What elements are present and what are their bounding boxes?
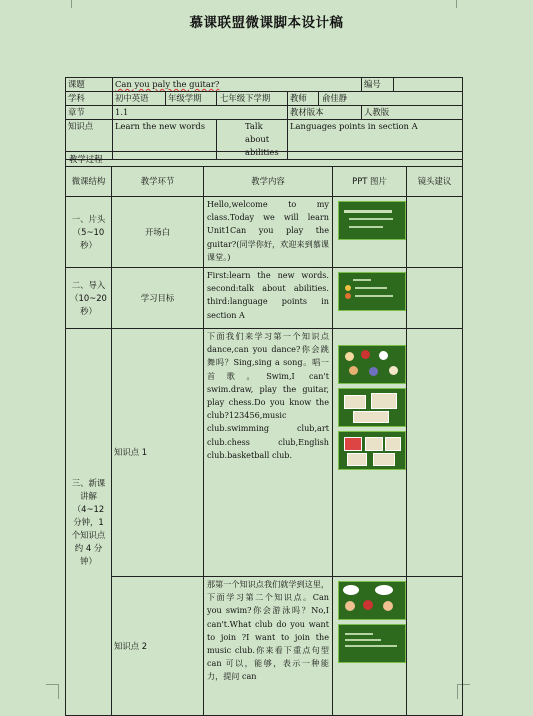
row-ppt	[333, 329, 407, 577]
row-ppt	[333, 577, 407, 716]
row-content: 下面我们来学习第一个知识点 dance,can you dance?你会跳舞吗？Sing,sing a song。唱一首歌。Swim,I can't swim.draw, play the guitar, play chess.Do you know the club?123456,music club.swimming club,art club.chess club,English club.basketball club.	[204, 329, 333, 577]
slide-text-line	[355, 295, 393, 297]
topic-label: 课题	[66, 78, 113, 92]
slide-photo	[365, 437, 383, 451]
row-camera	[407, 268, 463, 329]
knowledge-point-2: Talk about abilities	[217, 120, 288, 160]
slide-text-line	[355, 287, 387, 289]
teacher-label: 教师	[288, 92, 319, 106]
document-title: 慕课联盟微课脚本设计稿	[189, 15, 344, 31]
slide-text-line	[349, 226, 383, 228]
slide-text-line	[345, 639, 381, 641]
slide-character-icon	[363, 600, 373, 610]
row-step: 学习目标	[112, 268, 204, 329]
slide-picture-icon	[389, 366, 398, 375]
row-content: 那第一个知识点我们就学到这里，下面学习第二个知识点。Can you swim?你会游泳吗？No,I can't.What club do you want to join ?I want to join the music club.你来看下重点句型 can 可以，能够，表示一种能力，提问 can	[204, 577, 333, 716]
chapter-value: 1.1	[113, 106, 288, 120]
row-step: 知识点 2	[112, 577, 204, 716]
slide-photo	[344, 437, 362, 451]
header-camera: 镜头建议	[407, 167, 463, 197]
row-camera	[407, 577, 463, 716]
row-structure: 二、导入（10~20 秒）	[66, 268, 112, 329]
edition-value: 人教版	[362, 106, 463, 120]
slide-character-icon	[345, 601, 355, 611]
table-row	[66, 268, 463, 329]
header-step: 教学环节	[112, 167, 204, 197]
slide-photo	[347, 453, 367, 466]
ppt-slide-thumbnail	[338, 431, 406, 470]
ppt-slide-thumbnail	[338, 388, 406, 427]
slide-picture-icon	[361, 350, 370, 359]
topic-value	[113, 78, 362, 92]
header-ppt: PPT 图片	[333, 167, 407, 197]
chapter-label: 章节	[66, 106, 113, 120]
header-structure: 微课结构	[66, 167, 112, 197]
slide-text-line	[345, 633, 373, 635]
number-label: 编号	[362, 78, 394, 92]
row-content: Hello,welcome to my class.Today we will learn Unit1Can you play the guitar?(同学你好，欢迎来到慕课课堂。)	[204, 197, 333, 268]
row-ppt	[333, 197, 407, 268]
slide-text-line	[349, 218, 393, 220]
grade-label: 年级学期	[166, 92, 217, 106]
table-row	[66, 329, 463, 577]
crop-mark-bottom-left	[46, 684, 59, 699]
row-content: First:learn the new words. second:talk about abilities. third:language points in section A	[204, 268, 333, 329]
edition-label: 教材版本	[288, 106, 362, 120]
header-content: 教学内容	[204, 167, 333, 197]
slide-speech-bubble	[375, 585, 393, 595]
slide-title-bar	[344, 210, 392, 213]
teaching-process-table	[65, 166, 463, 716]
course-info-table	[65, 77, 463, 160]
knowledge-point-3: Languages points in section A	[288, 120, 463, 160]
row-camera	[407, 197, 463, 268]
row-step: 开场白	[112, 197, 204, 268]
topic-text: Can you paly the guitar?	[115, 79, 220, 89]
slide-photo	[353, 411, 389, 423]
slide-picture-icon	[369, 367, 378, 376]
slide-bullet-icon	[345, 285, 351, 291]
ppt-slide-thumbnail	[338, 345, 406, 384]
subject-label: 学科	[66, 92, 113, 106]
slide-bullet-icon	[345, 293, 351, 299]
slide-photo	[371, 393, 397, 409]
teaching-process-label: 教学过程	[65, 151, 463, 166]
slide-character-icon	[383, 601, 393, 611]
ppt-slide-thumbnail	[338, 581, 406, 620]
slide-speech-bubble	[343, 585, 359, 595]
row-camera	[407, 329, 463, 577]
slide-picture-icon	[379, 351, 388, 360]
slide-picture-icon	[345, 352, 354, 361]
table-row	[66, 197, 463, 268]
crop-mark-top-right	[456, 0, 471, 8]
slide-text-line	[345, 645, 397, 647]
ppt-slide-thumbnail	[338, 272, 406, 311]
number-value	[394, 78, 463, 92]
subject-value: 初中英语	[113, 92, 166, 106]
ppt-slide-thumbnail	[338, 624, 406, 663]
row-step: 知识点 1	[112, 329, 204, 577]
row-structure: 一、片头（5~10 秒）	[66, 197, 112, 268]
slide-photo	[344, 395, 366, 409]
ppt-slide-thumbnail	[338, 201, 406, 240]
teacher-value: 俞佳静	[319, 92, 463, 106]
slide-photo	[385, 437, 401, 451]
knowledge-label: 知识点	[66, 120, 113, 160]
slide-text-line	[353, 279, 371, 281]
slide-photo	[373, 453, 395, 466]
row-structure: 三、新课讲解（4~12 分钟，1 个知识点约 4 分钟）	[66, 329, 112, 716]
slide-picture-icon	[349, 366, 358, 375]
crop-mark-top-left	[57, 0, 72, 8]
grade-value: 七年级下学期	[217, 92, 288, 106]
row-ppt	[333, 268, 407, 329]
table-row	[66, 577, 463, 716]
knowledge-point-1: Learn the new words	[113, 120, 217, 160]
